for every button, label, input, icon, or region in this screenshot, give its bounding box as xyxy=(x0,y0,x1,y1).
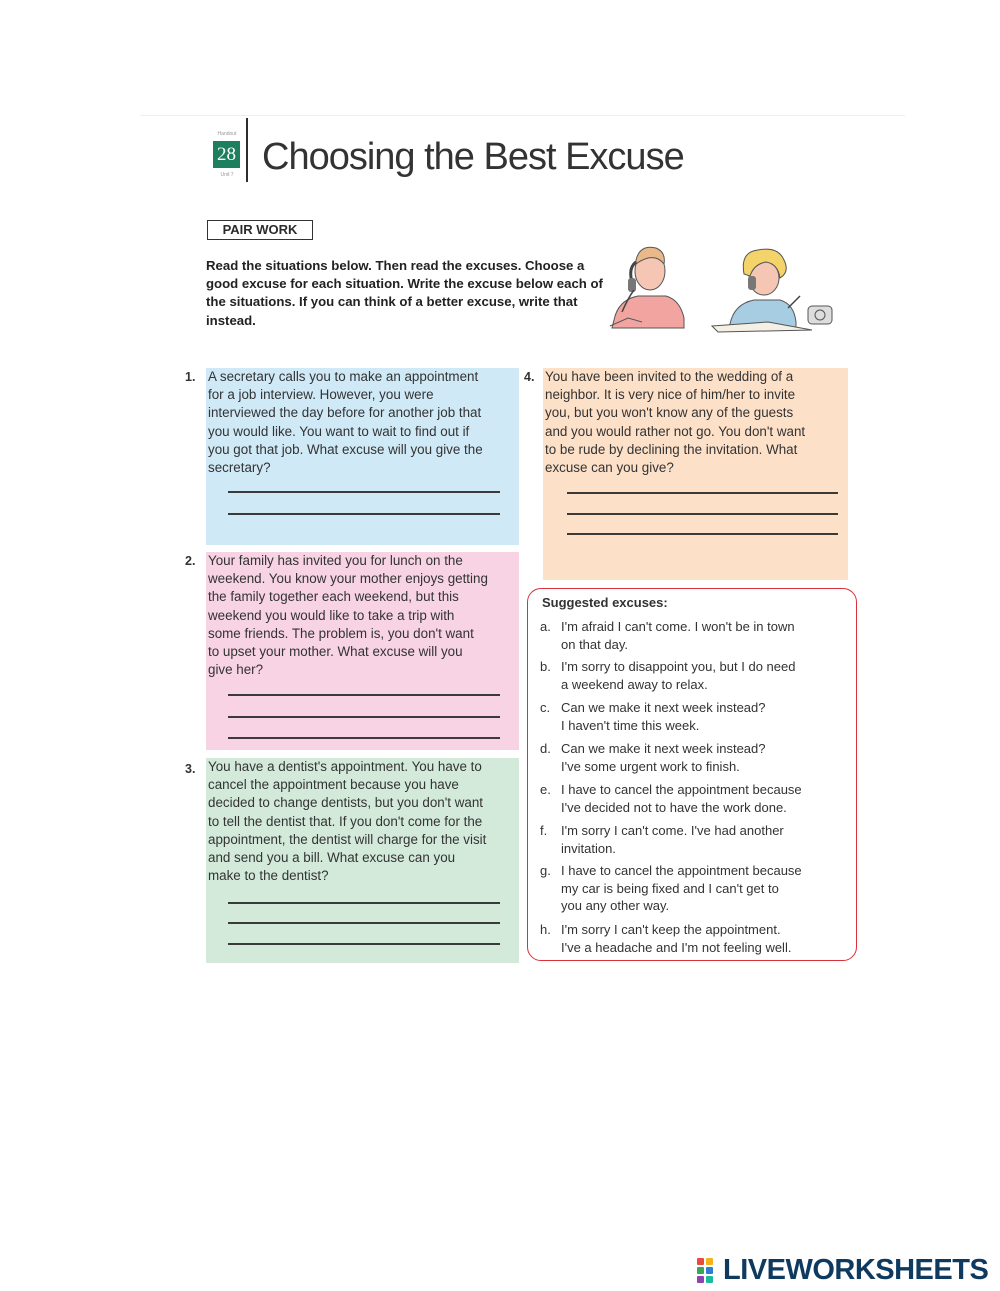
excuse-letter: f. xyxy=(540,823,548,838)
text-line: You have a dentist's appointment. You have to xyxy=(208,759,482,774)
text-line: weekend you would like to take a trip with xyxy=(208,607,455,623)
excuse-line: I have to cancel the appointment because xyxy=(561,782,802,797)
excuse-line: Can we make it next week instead? xyxy=(561,741,766,756)
logo-blocks-icon xyxy=(697,1258,717,1282)
suggested-excuses-title: Suggested excuses: xyxy=(542,595,668,610)
excuse-line: you any other way. xyxy=(561,898,670,913)
phone-call-illustration xyxy=(608,238,840,334)
excuse-letter: c. xyxy=(540,700,551,715)
excuse-line: I've a headache and I'm not feeling well. xyxy=(561,939,792,955)
top-rule xyxy=(140,115,905,116)
answer-line[interactable] xyxy=(228,902,500,904)
text-line: for a job interview. However, you were xyxy=(208,387,434,403)
text-line: appointment, the dentist will charge for the visit xyxy=(208,831,487,847)
excuse-letter: a. xyxy=(540,619,551,634)
excuse-g xyxy=(540,862,840,915)
answer-line[interactable] xyxy=(228,737,500,739)
text-line: some friends. The problem is, you don't want xyxy=(208,625,474,641)
text-line: excuse can you give? xyxy=(545,460,674,476)
text-line: you, but you won't know any of the guests xyxy=(545,405,794,421)
answer-line[interactable] xyxy=(228,922,500,924)
situation-3-number: 3. xyxy=(185,762,196,776)
answer-line[interactable] xyxy=(228,513,500,515)
situation-2-text xyxy=(208,552,488,679)
text-line: to be rude by declining the invitation. What xyxy=(545,441,798,457)
excuse-letter: g. xyxy=(540,863,551,878)
excuse-line: Can we make it next week instead? xyxy=(561,700,766,715)
excuse-b xyxy=(540,658,840,693)
text-line: give her? xyxy=(208,662,264,678)
situation-2-number: 2. xyxy=(185,554,196,568)
man-on-phone-icon xyxy=(610,247,684,328)
excuse-line: I'm sorry I can't come. I've had another xyxy=(561,823,784,838)
excuse-line: I'm sorry to disappoint you, but I do need xyxy=(561,659,796,674)
answer-line[interactable] xyxy=(228,943,500,945)
excuse-line: I'm afraid I can't come. I won't be in town xyxy=(561,619,795,634)
excuse-e xyxy=(540,781,840,816)
answer-line[interactable] xyxy=(228,694,500,696)
excuse-line: I've decided not to have the work done. xyxy=(561,799,787,815)
situation-3-box xyxy=(206,758,519,963)
desk-phone-icon xyxy=(808,306,832,324)
pair-work-label: PAIR WORK xyxy=(207,220,313,240)
text-line: interviewed the day before for another job that xyxy=(208,405,482,421)
suggested-excuses-box xyxy=(527,588,857,961)
title-divider xyxy=(246,118,248,182)
excuse-line: I haven't time this week. xyxy=(561,717,700,733)
logo-text: LIVEWORKSHEETS xyxy=(723,1254,989,1286)
situation-4-number: 4. xyxy=(524,370,535,384)
excuse-a xyxy=(540,618,840,653)
text-line: cancel the appointment because you have xyxy=(208,777,459,793)
answer-line[interactable] xyxy=(567,513,838,515)
excuse-line: I have to cancel the appointment because xyxy=(561,863,802,878)
instructions: Read the situations below. Then read the excuses. Choose a good excuse for each situation. Write the excuse below each of the situations. If you can think of a better excuse, write that instead. xyxy=(206,258,603,328)
excuse-letter: d. xyxy=(540,741,551,756)
excuse-line: on that day. xyxy=(561,636,628,652)
text-line: to upset your mother. What excuse will you xyxy=(208,644,463,660)
answer-line[interactable] xyxy=(567,533,838,535)
woman-on-phone-icon xyxy=(712,249,812,332)
page-title: Choosing the Best Excuse xyxy=(262,136,684,178)
text-line: and you would rather not go. You don't want xyxy=(545,423,806,439)
excuse-line: I'm sorry I can't keep the appointment. xyxy=(561,922,781,937)
situation-3-text xyxy=(208,758,486,885)
excuse-line: my car is being fixed and I can't get to xyxy=(561,880,779,896)
text-line: to tell the dentist that. If you don't come for the xyxy=(208,813,483,829)
text-line: the family together each weekend, but this xyxy=(208,589,459,605)
excuse-letter: h. xyxy=(540,922,551,937)
situation-1-text xyxy=(208,368,483,477)
excuse-line: invitation. xyxy=(561,840,616,856)
situation-1-number: 1. xyxy=(185,370,196,384)
excuse-line: a weekend away to relax. xyxy=(561,676,708,692)
excuse-f xyxy=(540,822,840,857)
unit-label: Unit 7 xyxy=(220,172,234,178)
liveworksheets-logo[interactable] xyxy=(697,1254,997,1286)
situation-4-box xyxy=(543,368,848,580)
situation-2-box xyxy=(206,552,519,750)
text-line: neighbor. It is very nice of him/her to invite xyxy=(545,387,796,403)
situation-1-box xyxy=(206,368,519,545)
text-line: and send you a bill. What excuse can you xyxy=(208,850,456,866)
text-line: you got that job. What excuse will you give the xyxy=(208,441,483,457)
text-line: you would like. You want to wait to find out if xyxy=(208,423,470,439)
text-line: You have been invited to the wedding of a xyxy=(545,369,794,384)
text-line: secretary? xyxy=(208,460,271,476)
excuse-c xyxy=(540,699,840,734)
excuse-letter: e. xyxy=(540,782,551,797)
handout-number: 28 xyxy=(213,141,240,168)
answer-line[interactable] xyxy=(228,716,500,718)
text-line: make to the dentist? xyxy=(208,868,329,884)
text-line: Your family has invited you for lunch on the xyxy=(208,553,463,568)
situation-4-text xyxy=(545,368,805,477)
text-line: weekend. You know your mother enjoys getting xyxy=(208,571,488,587)
text-line: decided to change dentists, but you don't want xyxy=(208,795,484,811)
excuse-d xyxy=(540,740,840,775)
excuse-h xyxy=(540,921,840,956)
answer-line[interactable] xyxy=(228,491,500,493)
excuse-line: I've some urgent work to finish. xyxy=(561,758,740,774)
text-line: A secretary calls you to make an appointment xyxy=(208,369,479,384)
excuse-letter: b. xyxy=(540,659,551,674)
answer-line[interactable] xyxy=(567,492,838,494)
handout-label: Handout xyxy=(217,131,237,137)
